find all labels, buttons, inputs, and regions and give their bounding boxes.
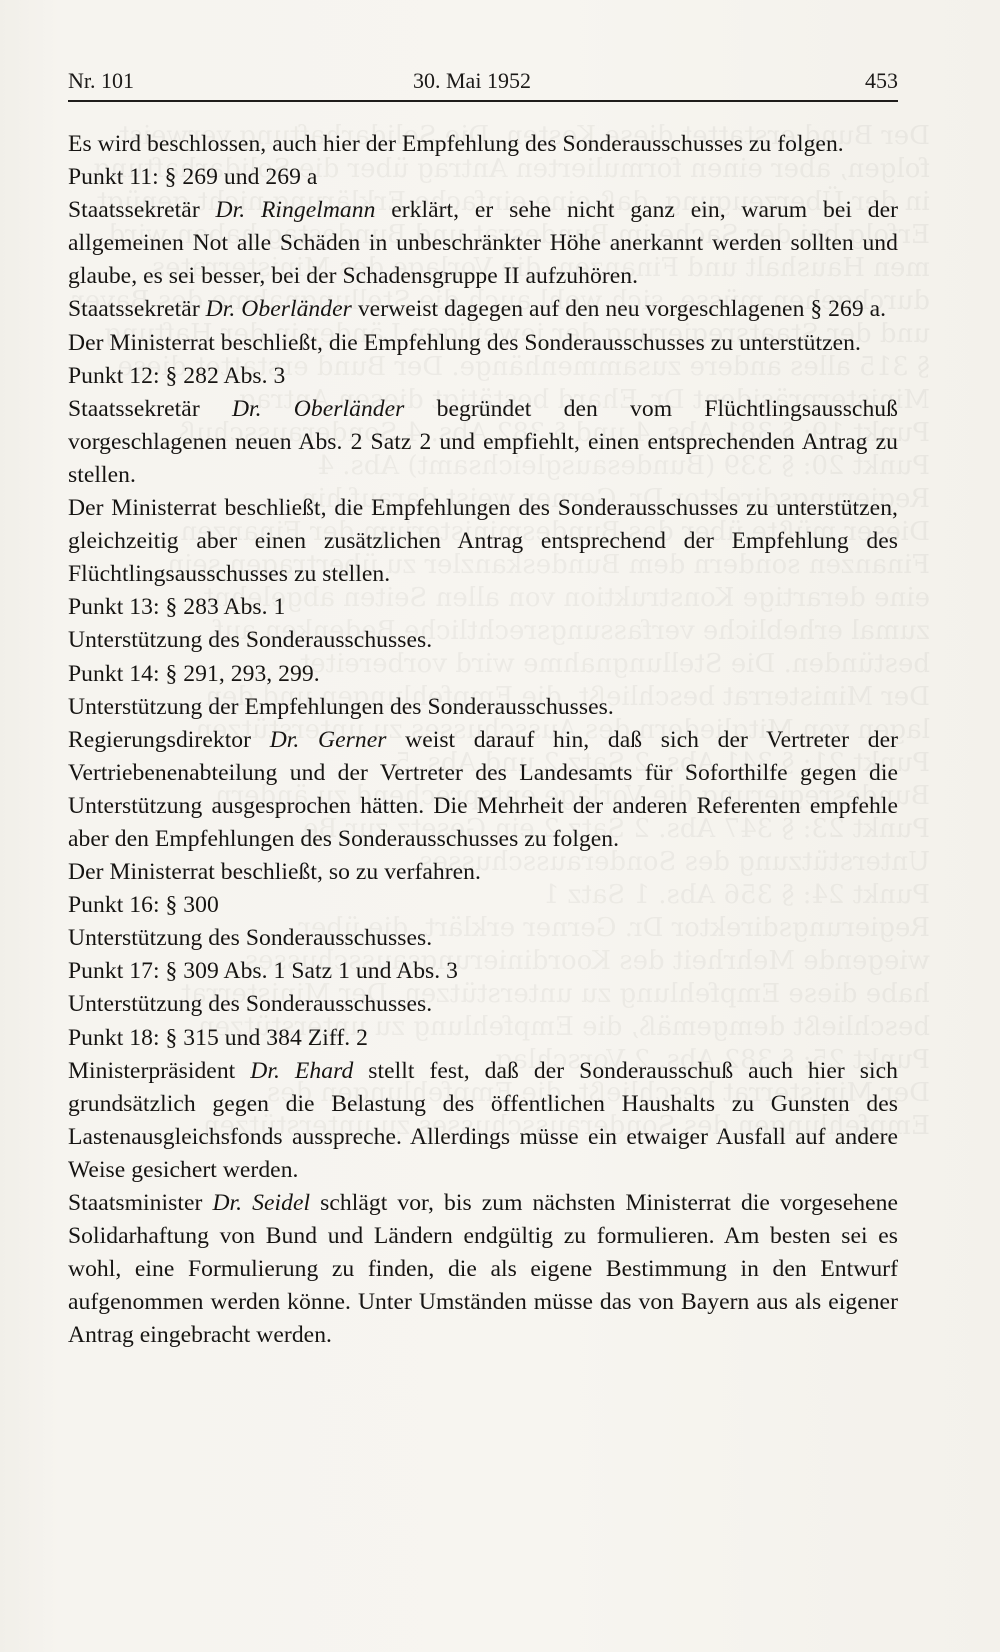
paragraph-text: Unterstützung des Sonderausschusses.: [68, 991, 433, 1018]
paragraph: [68, 658, 898, 691]
paragraph-text: Staatssekretär: [68, 197, 216, 224]
paragraph: [68, 492, 898, 591]
paragraph: [68, 1055, 898, 1187]
paragraph-text: Staatsminister: [68, 1190, 213, 1216]
paragraph-text: erklärt, er sehe nicht ganz ein, warum bei der allgemeinen Not alle Schäden in unbeschränkter Höhe anerkannt werden sollten und glaube, es sei besser, bei der Schadensgruppe II aufzuhören.: [68, 197, 899, 290]
paragraph-text: Der Ministerrat beschließt, so zu verfahren.: [68, 859, 481, 886]
paragraph: [68, 293, 898, 326]
paragraph: [68, 856, 898, 889]
paragraph-text: Punkt 13: § 283 Abs. 1: [68, 594, 286, 621]
paragraph-text: Punkt 16: § 300: [68, 892, 219, 919]
speaker-name: Dr. Oberländer: [205, 296, 352, 323]
document-number: Nr. 101: [68, 68, 134, 93]
paragraph-text: verweist dagegen auf den neu vorgeschlagenen § 269 a.: [351, 296, 887, 323]
paragraph-text: Staatssekretär: [68, 296, 206, 323]
paragraph-text: Staatssekretär: [68, 395, 232, 422]
paragraph: [68, 955, 898, 988]
paragraph: [68, 128, 898, 161]
paragraph: [68, 1187, 898, 1352]
paragraph-text: Punkt 11: § 269 und 269 a: [68, 164, 318, 191]
paragraph: [68, 624, 898, 657]
body-text: [68, 128, 898, 1352]
speaker-name: Dr. Oberländer: [231, 395, 405, 422]
paragraph-text: Punkt 14: § 291, 293, 299.: [68, 660, 320, 687]
paragraph-text: begründet den vom Flüchtlingsausschuß vorgeschlagenen neuen Abs. 2 Satz 2 und empfiehlt, einen entsprechenden Antrag zu stellen.: [68, 395, 898, 488]
paragraph-text: weist darauf hin, daß sich der Vertreter der Vertriebenenabteilung und der Vertreter des Landesamts für Soforthilfe gegen die Unterstützung ausgesprochen hätten. Die Mehrheit der anderen Referenten empfehle aber den Empfehlungen des Sonderausschusses zu folgen.: [68, 726, 898, 852]
paragraph: [68, 922, 898, 955]
paragraph: [68, 691, 898, 724]
paragraph-text: Punkt 17: § 309 Abs. 1 Satz 1 und Abs. 3: [68, 958, 459, 985]
paragraph-text: Unterstützung des Sonderausschusses.: [68, 627, 433, 654]
paragraph: [68, 194, 898, 293]
paragraph-text: schlägt vor, bis zum nächsten Ministerrat die vorgesehene Solidarhaftung von Bund und Ländern endgültig zu formulieren. Am besten sei es wohl, eine Formulierung zu finden, die als eigene Bestimmung in den Entwurf aufgenommen werden könne. Unter Umständen müsse das von Bayern aus als eigener Antrag eingebracht werden.: [68, 1190, 898, 1349]
speaker-name: Dr. Ringelmann: [215, 197, 376, 224]
paragraph-text: Punkt 18: § 315 und 384 Ziff. 2: [68, 1024, 368, 1051]
paragraph: [68, 161, 898, 194]
document-date: 30. Mai 1952: [413, 68, 531, 93]
paragraph-text: Ministerpräsident: [68, 1057, 251, 1084]
paragraph-text: Regierungsdirektor: [68, 726, 270, 753]
paragraph: [68, 393, 898, 492]
paragraph-text: Unterstützung des Sonderausschusses.: [68, 925, 433, 952]
paragraph: [68, 591, 898, 624]
paragraph-text: Punkt 12: § 282 Abs. 3: [68, 362, 286, 389]
speaker-name: Dr. Ehard: [250, 1057, 354, 1084]
page-header: [68, 62, 898, 96]
speaker-name: Dr. Seidel: [212, 1190, 311, 1216]
paragraph: [68, 327, 898, 360]
page-number: 453: [865, 68, 898, 93]
paragraph: [68, 1022, 898, 1055]
paragraph: [68, 889, 898, 922]
speaker-name: Dr. Gerner: [269, 726, 387, 753]
paragraph: [68, 988, 898, 1021]
paragraph: [68, 724, 898, 856]
paragraph-text: Der Ministerrat beschließt, die Empfehlung des Sonderausschusses zu unterstützen.: [68, 329, 861, 356]
header-rule: [68, 100, 898, 102]
paragraph-text: Unterstützung der Empfehlungen des Sonderausschusses.: [68, 693, 614, 720]
paragraph-text: Es wird beschlossen, auch hier der Empfehlung des Sonderausschusses zu folgen.: [68, 131, 844, 157]
paragraph-text: Der Ministerrat beschließt, die Empfehlungen des Sonderausschusses zu unterstützen, gleichzeitig aber einen zusätzlichen Antrag entsprechend der Empfehlung des Flüchtlingsausschusses zu stellen.: [68, 495, 898, 588]
paragraph: [68, 360, 898, 393]
paragraph-text: stellt fest, daß der Sonderausschuß auch hier sich grundsätzlich gegen die Belastung des öffentlichen Haushalts zu Gunsten des Lastenausgleichsfonds ausspreche. Allerdings müsse ein etwaiger Ausfall auf andere Weise gesichert werden.: [68, 1057, 898, 1183]
